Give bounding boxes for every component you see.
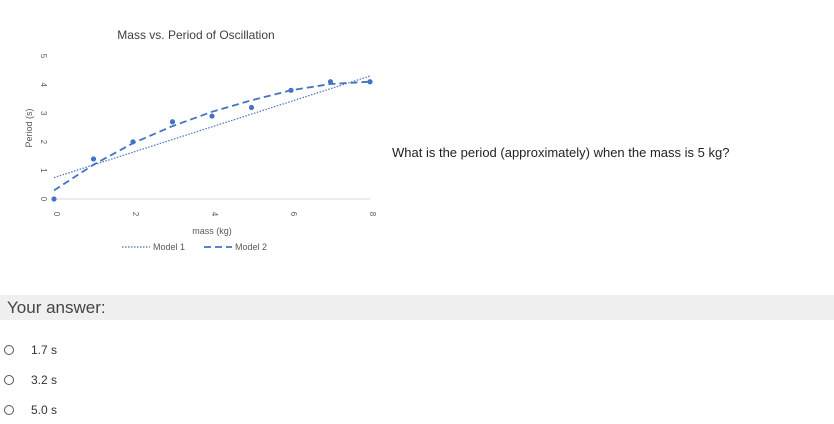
y-tick-label: 3 bbox=[39, 110, 48, 116]
option-label: 5.0 s bbox=[31, 403, 58, 417]
chart-title: Mass vs. Period of Oscillation bbox=[117, 28, 275, 42]
data-point bbox=[288, 88, 293, 93]
legend-model-2-label: Model 2 bbox=[235, 242, 268, 252]
x-tick-label: 6 bbox=[289, 211, 298, 217]
legend-model-1-label: Model 1 bbox=[153, 242, 186, 252]
x-tick-label: 0 bbox=[52, 211, 61, 217]
data-point bbox=[367, 79, 372, 84]
data-point bbox=[130, 139, 135, 144]
answer-header bbox=[0, 295, 834, 320]
x-tick-label: 4 bbox=[210, 211, 219, 217]
chart-series bbox=[51, 76, 372, 202]
option-label: 3.2 s bbox=[31, 373, 58, 387]
chart-legend bbox=[122, 242, 267, 252]
data-point bbox=[209, 113, 214, 118]
y-tick-label: 5 bbox=[39, 53, 48, 59]
model-2-line bbox=[54, 82, 370, 191]
y-tick-label: 1 bbox=[39, 168, 48, 173]
x-tick-label: 2 bbox=[131, 211, 140, 217]
data-point bbox=[91, 156, 96, 161]
x-tick-label: 8 bbox=[368, 211, 377, 217]
data-point bbox=[170, 119, 175, 124]
question-text: What is the period (approximately) when the mass is 5 kg? bbox=[392, 145, 730, 160]
radio-button[interactable] bbox=[4, 405, 14, 415]
x-axis-label: mass (kg) bbox=[192, 226, 232, 236]
option-2[interactable] bbox=[4, 373, 57, 387]
option-label: 1.7 s bbox=[31, 343, 58, 357]
chart-axes bbox=[39, 54, 377, 217]
mass-period-chart bbox=[0, 0, 390, 265]
option-1[interactable] bbox=[4, 343, 57, 357]
radio-button[interactable] bbox=[4, 375, 14, 385]
y-tick-label: 2 bbox=[39, 139, 48, 145]
model-1-line bbox=[54, 76, 370, 178]
data-point bbox=[328, 79, 333, 84]
radio-button[interactable] bbox=[4, 345, 14, 355]
y-tick-label: 0 bbox=[39, 196, 48, 202]
y-axis-label: Period (s) bbox=[24, 108, 34, 148]
data-point bbox=[249, 105, 254, 110]
data-point bbox=[51, 196, 56, 201]
y-tick-label: 4 bbox=[39, 82, 48, 87]
option-3[interactable] bbox=[4, 403, 57, 417]
answer-label: Your answer: bbox=[7, 298, 106, 317]
